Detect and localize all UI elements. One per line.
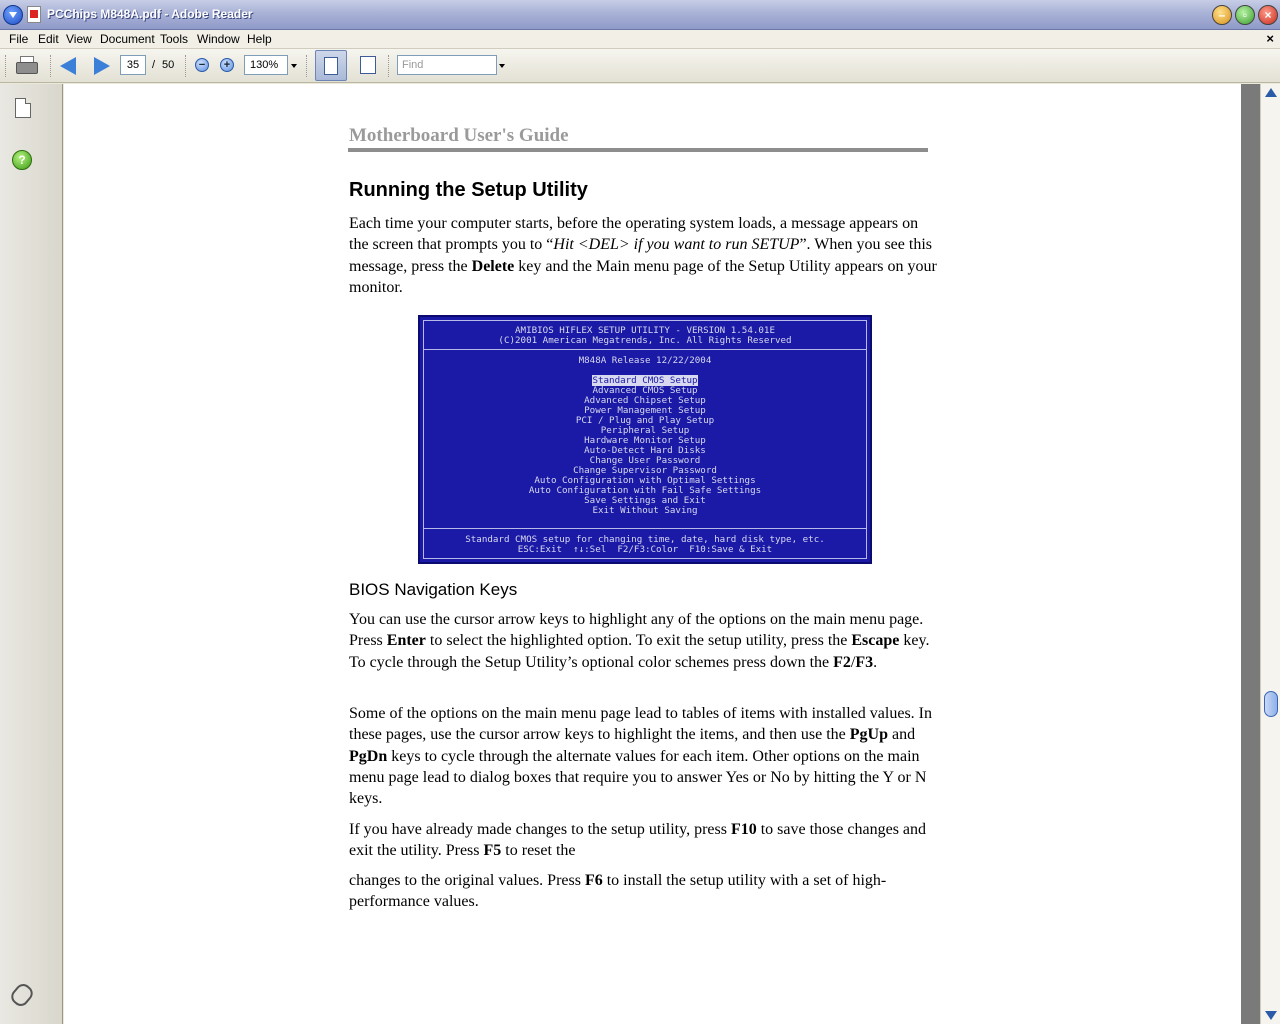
header-rule (348, 148, 928, 152)
section-heading: Running the Setup Utility (349, 179, 588, 201)
text-span: changes to the original values. Press (349, 872, 585, 889)
italic-prompt-text: Hit <DEL> if you want to run SETUP (553, 236, 800, 254)
previous-page-button[interactable] (60, 57, 76, 75)
pdf-file-icon (27, 6, 41, 23)
text-span: keys to cycle through the alternate values for each item. Other options on the main menu page lead to dialog boxes that require you to answer Yes or No by hitting the Y or N keys. (349, 747, 927, 808)
bios-separator (424, 349, 866, 350)
scroll-down-arrow-icon[interactable] (1265, 1011, 1277, 1020)
bios-header-title: AMIBIOS HIFLEX SETUP UTILITY - VERSION 1.54.01E (515, 325, 775, 336)
zoom-dropdown-chevron-icon[interactable] (291, 64, 297, 68)
bold-key-f5: F5 (483, 842, 502, 860)
toolbar-grip[interactable] (50, 55, 53, 77)
minimize-icon: – (1218, 8, 1226, 22)
text-span: / (850, 653, 856, 671)
title-bar (0, 0, 1280, 30)
pages-panel-icon[interactable] (15, 98, 31, 118)
window-title: PCChips M848A.pdf - Adobe Reader (47, 7, 253, 21)
bios-footer-keys: ESC:Exit ↑↓:Sel F2/F3:Color F10:Save & Exit (517, 544, 773, 555)
menu-edit[interactable]: Edit (38, 32, 59, 46)
menu-window[interactable]: Window (197, 32, 240, 46)
zoom-level-input[interactable]: 130% (244, 55, 288, 75)
toolbar-grip[interactable] (185, 55, 188, 77)
minimize-button[interactable] (1212, 5, 1232, 25)
text-span: key and the Main menu page of the Setup Utility appears on your monitor. (349, 257, 937, 296)
bios-menu-item: Power Management Setup (584, 405, 706, 416)
bold-key-escape: Escape (851, 632, 900, 650)
toolbar-grip[interactable] (5, 55, 8, 77)
fit-page-button[interactable] (356, 53, 380, 77)
fit-page-icon (360, 56, 376, 74)
maximize-button[interactable] (1235, 5, 1255, 25)
bios-setup-screenshot (418, 315, 872, 564)
toolbar (0, 49, 1280, 83)
menu-help[interactable]: Help (247, 32, 272, 46)
help-icon: ? (18, 153, 26, 167)
bold-key-enter: Enter (386, 632, 426, 650)
find-input[interactable]: Find (397, 55, 497, 75)
help-button[interactable] (12, 150, 32, 170)
navigation-panel (0, 84, 63, 1024)
bold-key-f2: F2 (833, 653, 851, 671)
document-page (64, 84, 1241, 1024)
menu-document[interactable]: Document (100, 32, 155, 46)
text-span: key. To cycle through the Setup Utility’s optional color schemes press down the (349, 632, 930, 671)
zoom-out-icon: − (198, 59, 206, 71)
page-number-input[interactable]: 35 (120, 55, 146, 75)
bold-key-pgup: PgUp (849, 726, 888, 744)
total-pages: 50 (162, 59, 175, 71)
next-page-button[interactable] (94, 57, 110, 75)
bios-menu-item-selected: Standard CMOS Setup (592, 375, 698, 386)
find-dropdown-chevron-icon[interactable] (499, 64, 505, 68)
text-span: to reset the (501, 842, 576, 860)
toolbar-grip[interactable] (388, 55, 391, 77)
paragraph-save (349, 819, 939, 862)
scroll-thumb[interactable] (1264, 691, 1278, 717)
bold-key-f6: F6 (584, 872, 603, 889)
bold-key-delete: Delete (471, 257, 515, 275)
adobe-reader-app-icon[interactable] (3, 5, 23, 25)
scroll-up-arrow-icon[interactable] (1265, 88, 1277, 97)
text-span: Each time your computer starts, before the operating system loads, a message appears on the screen that prompts you to “ (349, 215, 919, 254)
bios-menu-item: Auto Configuration with Fail Safe Settings (528, 485, 762, 496)
text-span: and (888, 726, 916, 744)
bold-key-f3: F3 (855, 653, 874, 671)
bios-menu-item: Change Supervisor Password (573, 465, 717, 476)
printer-body (16, 62, 38, 74)
subsection-heading: BIOS Navigation Keys (349, 580, 518, 599)
bios-footer-help: Standard CMOS setup for changing time, date, hard disk type, etc. (465, 534, 825, 545)
restore-icon: ▫ (1242, 8, 1248, 22)
print-button[interactable] (14, 54, 40, 78)
running-head: Motherboard User's Guide (349, 125, 569, 146)
close-document-button[interactable]: × (1266, 31, 1274, 46)
bios-menu-item: Peripheral Setup (600, 425, 690, 436)
bios-menu-item: PCI / Plug and Play Setup (575, 415, 715, 426)
bios-menu-item: Change User Password (589, 455, 701, 466)
bios-menu-item: Auto Configuration with Optimal Settings (534, 475, 756, 486)
close-window-button[interactable] (1258, 5, 1278, 25)
text-span: . (873, 653, 878, 671)
paragraph-intro (349, 213, 939, 298)
vertical-scrollbar[interactable] (1260, 84, 1280, 1024)
fit-width-button[interactable] (315, 50, 347, 81)
paragraph-reset (349, 870, 939, 913)
menu-view[interactable]: View (66, 32, 92, 46)
menu-tools[interactable]: Tools (160, 32, 189, 46)
close-icon: × (1264, 8, 1272, 22)
page-separator: / (152, 59, 156, 71)
document-gutter (1241, 84, 1260, 1024)
bios-menu-item: Hardware Monitor Setup (584, 435, 706, 446)
bios-menu-item: Auto-Detect Hard Disks (584, 445, 706, 456)
text-span: You can use the cursor arrow keys to highlight any of the options on the main menu page. Press (349, 611, 924, 650)
bios-menu-item: Exit Without Saving (592, 505, 698, 516)
zoom-out-button[interactable] (195, 58, 209, 72)
bios-menu-item: Advanced Chipset Setup (584, 395, 706, 406)
bios-release: M848A Release 12/22/2004 (578, 355, 712, 366)
bios-menu-item: Advanced CMOS Setup (592, 385, 698, 396)
text-span: to install the setup utility with a set of high-performance values. (349, 872, 887, 911)
bios-menu-item: Save Settings and Exit (584, 495, 706, 506)
text-span: If you have already made changes to the setup utility, press (349, 821, 731, 838)
bold-key-f10: F10 (730, 821, 757, 838)
attachments-paperclip-icon[interactable] (8, 981, 36, 1009)
bios-header-copyright: (C)2001 American Megatrends, Inc. All Rights Reserved (498, 335, 792, 346)
paragraph-navigation (349, 609, 939, 673)
text-span: Some of the options on the main menu page lead to tables of items with installed values. In these pages, use the cursor arrow keys to highlight the items, and then use the (349, 705, 932, 744)
menu-bar (0, 30, 1280, 49)
toolbar-grip[interactable] (306, 55, 309, 77)
text-span: to select the highlighted option. To exit the setup utility, press the (425, 632, 852, 650)
text-span: ”. When you see this message, press the (349, 236, 932, 275)
bios-separator (424, 528, 866, 529)
paragraph-tables (349, 703, 939, 809)
zoom-in-icon: + (223, 59, 231, 71)
fit-width-icon (324, 57, 338, 75)
bold-key-pgdn: PgDn (349, 747, 388, 765)
zoom-in-button[interactable] (220, 58, 234, 72)
text-span: to save those changes and exit the utility. Press (349, 821, 927, 860)
menu-file[interactable]: File (9, 32, 29, 46)
